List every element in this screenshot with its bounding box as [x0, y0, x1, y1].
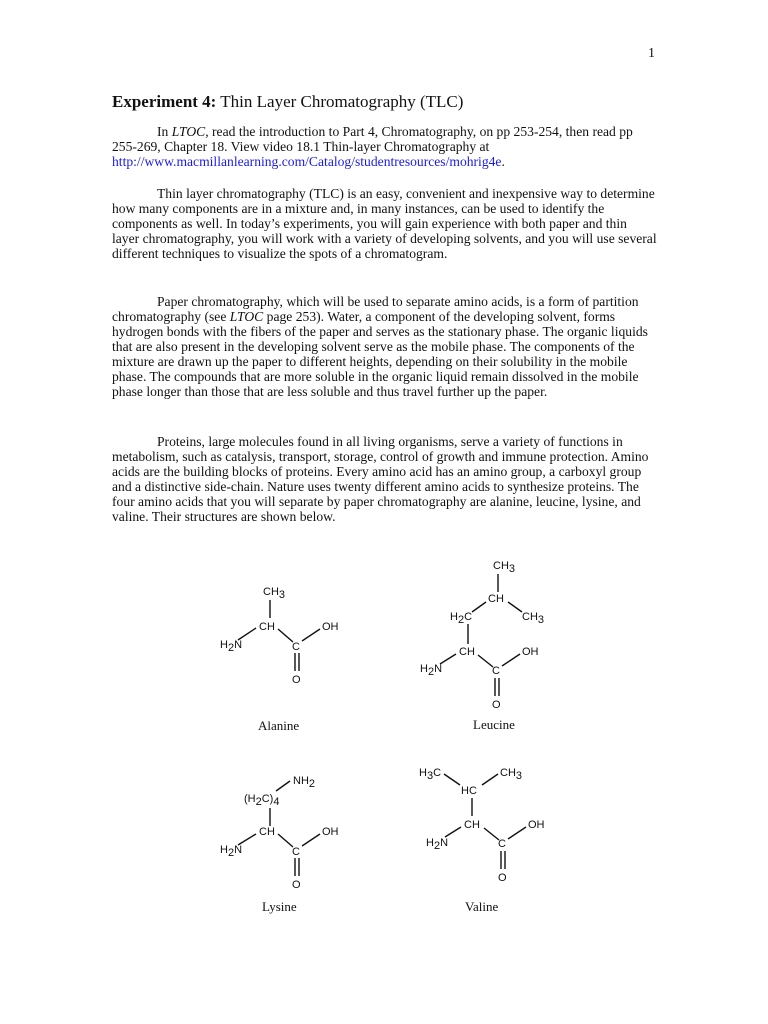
svg-text:CH: CH [259, 826, 275, 838]
paragraph-reading [112, 124, 657, 169]
svg-text:C: C [492, 665, 500, 677]
svg-text:C: C [498, 838, 506, 850]
alanine-label: Alanine [258, 718, 300, 733]
p3-ltoc: LTOC [229, 309, 264, 324]
paragraph-proteins [112, 434, 657, 524]
lysine-label: Lysine [262, 899, 297, 914]
svg-text:C: C [292, 846, 300, 858]
svg-text:O: O [498, 872, 507, 884]
svg-text:H2N: H2N [220, 639, 243, 654]
valine-label: Valine [465, 899, 499, 914]
svg-text:CH3: CH3 [263, 586, 286, 601]
p1-text-d: . [501, 154, 505, 169]
page-number: 1 [648, 46, 655, 61]
svg-text:CH3: CH3 [493, 560, 516, 575]
page-title [112, 92, 463, 112]
svg-text:O: O [292, 879, 301, 891]
svg-text:H2C: H2C [450, 611, 473, 626]
svg-text:H2N: H2N [220, 844, 243, 859]
amino-acid-structures [0, 550, 768, 930]
leucine-structure [420, 560, 544, 732]
p3-text-c: page 253). Water, a component of the developing solvent, forms hydrogen bonds with the fibers of the paper and serves as the stationary phase. The organic liquids that are also present in the developing solvent serve as the mobile phase. The components of the mixture are drawn up the paper to different heights, depending on their solubility in the mobile phase. The compounds that are more soluble in the organic liquid remain dissolved in the mobile phase longer than those that are less soluble and thus travel further up the paper. [112, 309, 648, 399]
p1-text-a: In [157, 124, 172, 139]
title-label: Experiment 4: [112, 92, 217, 111]
alanine-structure [220, 586, 339, 733]
svg-text:HC: HC [461, 785, 477, 797]
svg-text:OH: OH [322, 621, 339, 633]
leucine-label: Leucine [473, 717, 515, 732]
p1-text-c: , read the introduction to Part 4, Chromatography, on pp 253-254, then read pp 255-269, Chapter 18. View video 18.1 Thin-layer Chromatography at [112, 124, 633, 154]
svg-text:C: C [292, 641, 300, 653]
paragraph-paper-chromatography [112, 294, 657, 399]
svg-text:CH: CH [259, 621, 275, 633]
svg-text:H3C: H3C [419, 767, 442, 782]
video-link[interactable]: http://www.macmillanlearning.com/Catalog/studentresources/mohrig4e [112, 154, 502, 169]
svg-text:CH3: CH3 [500, 767, 523, 782]
title-text: Thin Layer Chromatography (TLC) [220, 92, 464, 111]
p1-ltoc: LTOC [171, 124, 206, 139]
svg-text:CH: CH [459, 646, 475, 658]
svg-text:OH: OH [322, 826, 339, 838]
svg-text:H2N: H2N [426, 837, 449, 852]
svg-text:OH: OH [522, 646, 539, 658]
svg-text:O: O [492, 699, 501, 711]
svg-text:(H2C)4: (H2C)4 [244, 793, 280, 808]
svg-text:O: O [292, 674, 301, 686]
svg-text:CH3: CH3 [522, 611, 545, 626]
p2-text: Thin layer chromatography (TLC) is an easy, convenient and inexpensive way to determine how many components are in a mixture and, in many instances, can be used to identify the components as well. In today’s experiments, you will gain experience with both paper and thin layer chromatography, you will work with a variety of developing solvents, and you will use several different techniques to visualize the spots of a chromatogram. [112, 186, 657, 261]
p3-text-a: Paper chromatography, which will be used to separate amino acids, is a form of partition chromatography (see [112, 294, 639, 324]
p4-text: Proteins, large molecules found in all living organisms, serve a variety of functions in metabolism, such as catalysis, transport, storage, control of growth and immune protection. Amino acids are the building blocks of proteins. Every amino acid has an amino group, a carboxyl group and a distinctive side-chain. Nature uses twenty different amino acids to synthesize proteins. The four amino acids that you will separate by paper chromatography are alanine, leucine, lysine, and valine. Their structures are shown below. [112, 434, 649, 524]
paragraph-tlc-intro [112, 186, 657, 261]
lysine-structure [220, 775, 339, 914]
svg-text:CH: CH [464, 819, 480, 831]
svg-text:CH: CH [488, 593, 504, 605]
svg-text:H2N: H2N [420, 663, 443, 678]
valine-structure [419, 767, 545, 914]
svg-text:NH2: NH2 [293, 775, 316, 790]
svg-text:OH: OH [528, 819, 545, 831]
